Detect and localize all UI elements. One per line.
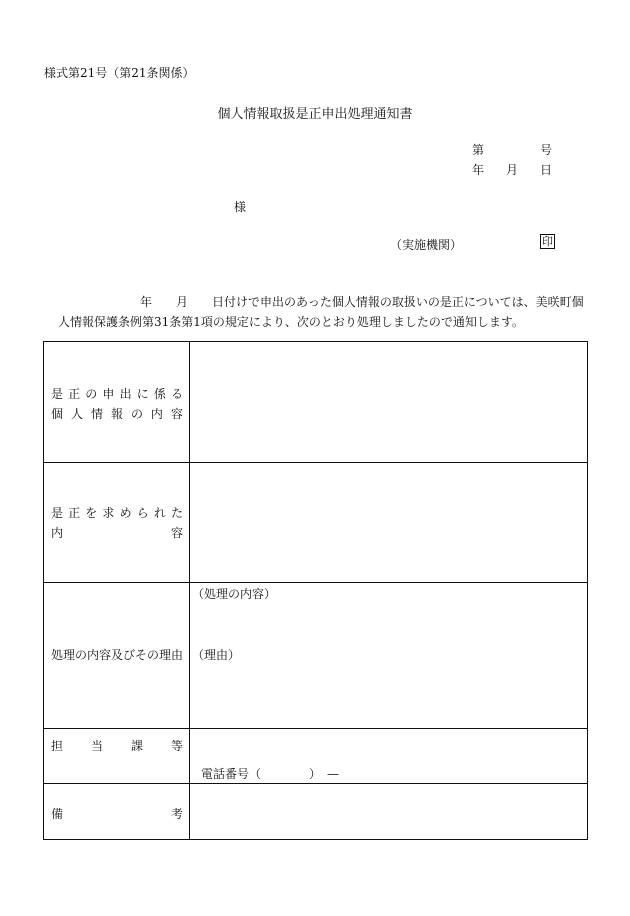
seal-mark: 印 bbox=[542, 235, 553, 248]
label-char: 報 bbox=[110, 407, 123, 421]
label-char: 係 bbox=[153, 387, 166, 401]
label-char: れ bbox=[153, 506, 166, 520]
processing-reason-label: （理由） bbox=[192, 648, 241, 662]
label-char: 内 bbox=[150, 407, 163, 421]
label-char: を bbox=[85, 506, 98, 520]
label-char: の bbox=[85, 387, 98, 401]
date-year: 年 bbox=[472, 163, 485, 177]
label-char: に bbox=[136, 387, 149, 401]
body-text-rest: 日付けで申出のあった個人情報の取扱いの是正については、美咲町個 bbox=[212, 295, 584, 309]
form-number: 様式第21号（第21条関係） bbox=[44, 66, 195, 80]
body-text-line-2: 人情報保護条例第31条第1項の規定により、次のとおり処理しましたので通知します。 bbox=[58, 315, 524, 329]
table-row-processing bbox=[44, 583, 588, 729]
label-char: 申 bbox=[102, 387, 115, 401]
label-char: 人 bbox=[70, 407, 83, 421]
content-cell-personal-info[interactable] bbox=[190, 342, 588, 463]
number-suffix: 号 bbox=[539, 143, 552, 157]
label-char: 個 bbox=[51, 407, 64, 421]
label-cell-personal-info bbox=[44, 342, 190, 463]
label-char: 出 bbox=[119, 387, 132, 401]
label-correction-request bbox=[51, 503, 183, 543]
processing-table bbox=[43, 341, 588, 840]
content-cell-remarks[interactable] bbox=[190, 784, 588, 840]
content-cell-correction-request[interactable] bbox=[190, 463, 588, 583]
label-char: る bbox=[170, 387, 183, 401]
label-char: 内 bbox=[51, 526, 64, 540]
addressee-suffix: 様 bbox=[234, 200, 247, 214]
label-char: 正 bbox=[68, 387, 81, 401]
body-year: 年 bbox=[140, 295, 153, 309]
label-char: 担 bbox=[51, 739, 64, 753]
label-cell-processing bbox=[44, 583, 190, 729]
document-date-line bbox=[472, 161, 552, 178]
label-personal-info bbox=[51, 384, 183, 424]
date-day: 日 bbox=[539, 163, 552, 177]
body-text-line-1 bbox=[140, 293, 584, 310]
label-char: 是 bbox=[51, 387, 64, 401]
label-line bbox=[51, 804, 183, 824]
content-cell-department[interactable] bbox=[190, 729, 588, 784]
label-char: 課 bbox=[130, 739, 143, 753]
processing-content-label: （処理の内容） bbox=[192, 587, 277, 601]
label-char: 情 bbox=[90, 407, 103, 421]
label-char: 容 bbox=[170, 407, 183, 421]
label-line bbox=[51, 736, 183, 756]
label-char: 求 bbox=[102, 506, 115, 520]
label-cell-department bbox=[44, 729, 190, 784]
number-prefix: 第 bbox=[472, 143, 485, 157]
label-char: ら bbox=[136, 506, 149, 520]
date-month: 月 bbox=[505, 163, 518, 177]
label-char: 容 bbox=[170, 526, 183, 540]
content-cell-processing[interactable] bbox=[190, 583, 588, 729]
label-char: 是 bbox=[51, 506, 64, 520]
label-line bbox=[51, 523, 183, 543]
label-char: 備 bbox=[51, 807, 64, 821]
label-processing: 処理の内容及びその理由 bbox=[51, 648, 184, 662]
label-line bbox=[51, 384, 183, 404]
table-row-correction-request bbox=[44, 463, 588, 583]
table-row-personal-info bbox=[44, 342, 588, 463]
label-char: 等 bbox=[170, 739, 183, 753]
table-row-remarks bbox=[44, 784, 588, 840]
document-title: 個人情報取扱是正申出処理通知書 bbox=[217, 107, 413, 122]
label-char: の bbox=[130, 407, 143, 421]
label-cell-remarks bbox=[44, 784, 190, 840]
table-row-department bbox=[44, 729, 588, 784]
label-char: 当 bbox=[90, 739, 103, 753]
label-char: 正 bbox=[68, 506, 81, 520]
document-number-line bbox=[472, 141, 552, 158]
label-line bbox=[51, 404, 183, 424]
label-char: 考 bbox=[170, 807, 183, 821]
label-remarks bbox=[51, 804, 183, 824]
body-month: 月 bbox=[176, 295, 189, 309]
label-department bbox=[51, 736, 183, 756]
label-char: た bbox=[170, 506, 183, 520]
phone-number-field: 電話番号（ ） — bbox=[201, 767, 340, 781]
agency-label: （実施機関） bbox=[390, 238, 463, 252]
label-char: め bbox=[119, 506, 132, 520]
label-cell-correction-request bbox=[44, 463, 190, 583]
label-line bbox=[51, 503, 183, 523]
